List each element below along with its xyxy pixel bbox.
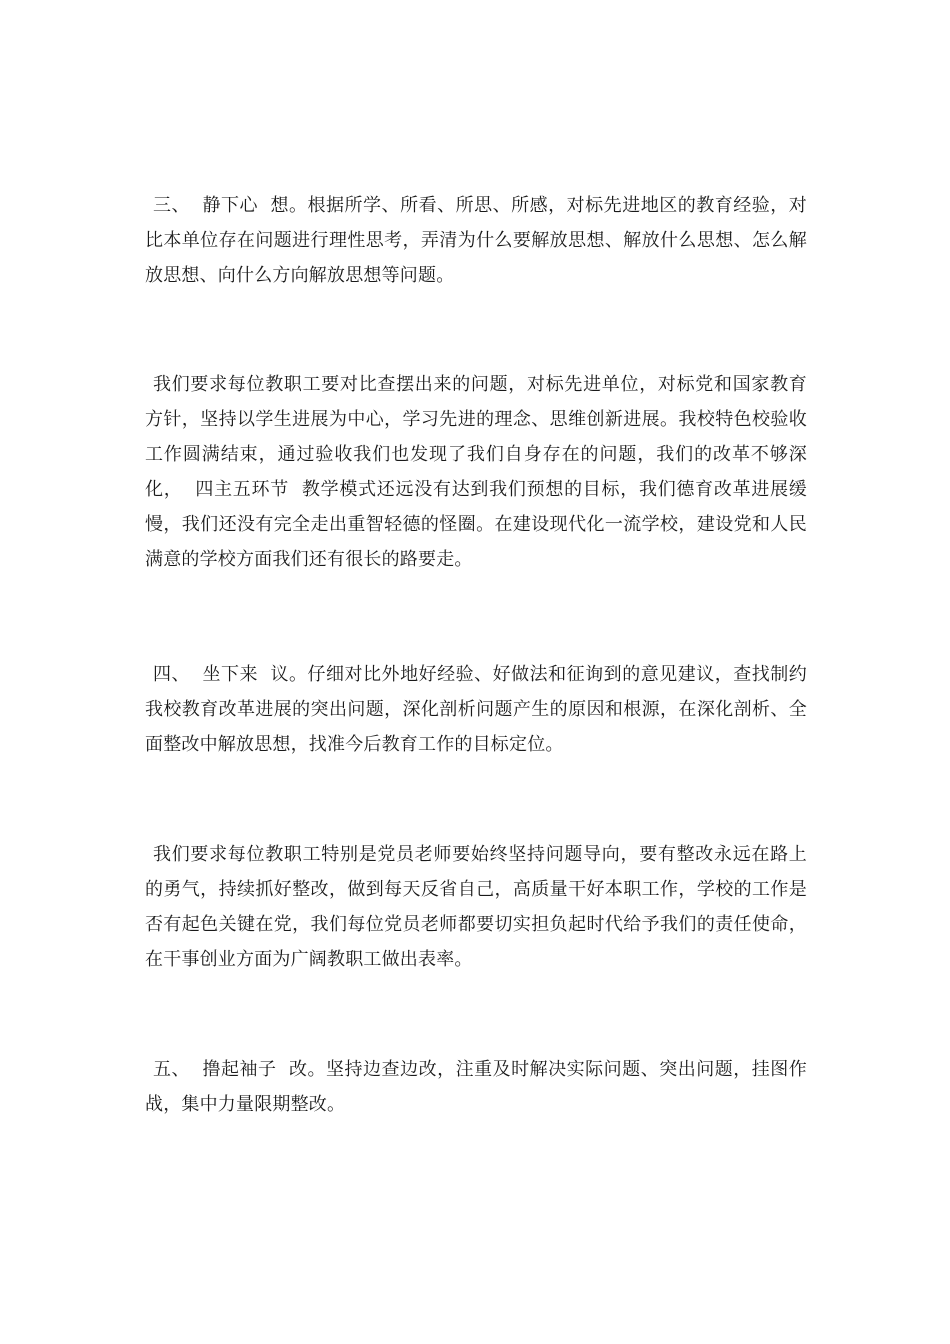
paragraph-section-three: 三、 静下心 想。根据所学、所看、所思、所感，对标先进地区的教育经验，对比本单位存在问题进行理性思考，弄清为什么要解放思想、解放什么思想、怎么解放思想、向什么方向解放思想等问题。 <box>145 195 807 286</box>
paragraph-section-five: 五、 撸起袖子 改。坚持边查边改，注重及时解决实际问题、突出问题，挂图作战，集中力量限期整改。 <box>145 1059 807 1115</box>
paragraph-section-four: 四、 坐下来 议。仔细对比外地好经验、好做法和征询到的意见建议，查找制约我校教育改革进展的突出问题，深化剖析问题产生的原因和根源，在深化剖析、全面整改中解放思想，找准今后教育工作的目标定位。 <box>145 664 807 755</box>
paragraph-requirements-one: 我们要求每位教职工要对比查摆出来的问题，对标先进单位，对标党和国家教育方针，坚持以学生进展为中心，学习先进的理念、思维创新进展。我校特色校验收工作圆满结束，通过验收我们也发现了我们自身存在的问题，我们的改革不够深化， 四主五环节 教学模式还远没有达到我们预想的目标，我们德育改革进展缓慢，我们还没有完全走出重智轻德的怪圈。在建设现代化一流学校，建设党和人民满意的学校方面我们还有很长的路要走。 <box>145 374 807 570</box>
paragraph-requirements-two: 我们要求每位教职工特别是党员老师要始终坚持问题导向，要有整改永远在路上的勇气，持续抓好整改，做到每天反省自己，高质量干好本职工作，学校的工作是否有起色关键在党，我们每位党员老师都要切实担负起时代给予我们的责任使命，在干事创业方面为广阔教职工做出表率。 <box>145 844 807 970</box>
